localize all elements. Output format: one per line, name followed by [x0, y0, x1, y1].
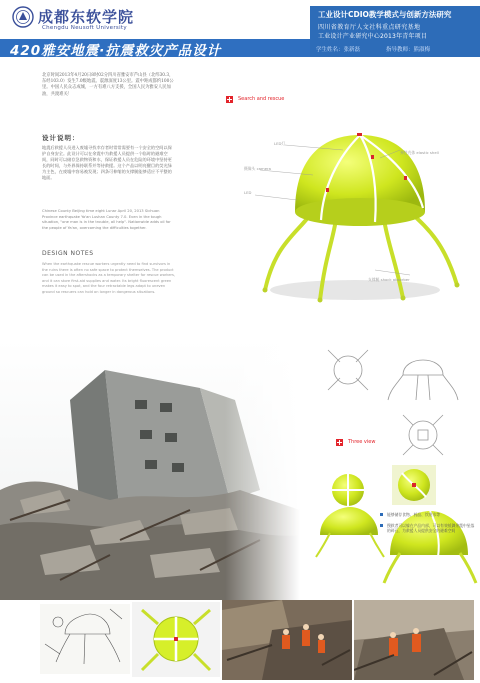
top-view — [328, 350, 368, 390]
project-info-box — [310, 6, 480, 57]
earthquake-ruins-photo — [0, 340, 300, 600]
bullet-icon — [380, 524, 383, 527]
feature-list — [380, 512, 476, 534]
logo-english-name: Chengdu Neusoft University — [42, 25, 127, 31]
teacher-name: 指导教师：熊淑梅 — [386, 47, 431, 53]
feature-text: 搜救者可以躲在产品内部，可以有效抵御余震中坠落的碎石，为救援人员提供安全的避难空间 — [387, 522, 475, 533]
concept-heading: 设计说明： — [42, 134, 80, 142]
project-base: 四川省教育厅人文社科重点研究基地 — [318, 24, 421, 31]
bullet-icon — [380, 513, 383, 516]
annotation-legs: 支撑腿 shock absorber — [368, 277, 410, 282]
product-top-boxed — [392, 465, 436, 505]
concept-paragraph-cn: 地震后救援人员进入废墟寻找幸存者时常常需要有一个安全的空间以保护自身安全。此设计可以在余震中为救援人员提供一个临时的避难空间，同时可以储存急救物资和水，保证救援人员在危险的环境中坚持更长的时间，与外界保持联系并等待救援。这个产品以明亮醒目的荧光绿为主色，在废墟中容易被发现；四条可伸缩的支撑腿能够适应不平整的地面。 — [42, 145, 172, 181]
project-center: 工业设计产业研究中心2013年青年项目 — [318, 33, 428, 40]
annotation-led: LED — [244, 190, 252, 195]
concept-sketch — [40, 604, 130, 674]
design-notes-paragraph: When the earthquake rescue workers urgently need to find survivors in the ruins there is often no safe space to protect themselves. The product can be used in the aftershocks as a temporary shelter for rescue workers, and it can store first-aid supplies and water. Its bright fluorescent green makes it easy to spot, and the four retractable legs adapt to uneven ground so rescuers can hold on longer in dangerous situations. — [42, 262, 176, 294]
annotation-camera: 摄像头 camera — [244, 166, 271, 171]
logo-chinese-name: 成都东软学院 — [38, 8, 135, 26]
product-main-render — [225, 100, 475, 325]
student-name: 学生姓名：张新磊 — [316, 47, 361, 53]
annotation-elastic-shell: 弹性壳体 elastic shell — [400, 150, 439, 155]
feature-text: 能够储存食物、药品、饮用水等 — [387, 512, 441, 517]
poster-title: 420雅安地震·抗震救灾产品设计 — [10, 43, 222, 59]
section-search-rescue-label: Search and rescue — [238, 96, 285, 102]
product-top-open — [332, 474, 364, 506]
annotation-led-lamp: LED灯 — [274, 141, 286, 146]
product-top-render-large — [132, 602, 220, 677]
feature-item — [380, 512, 476, 518]
design-notes-heading: DESIGN NOTES — [42, 250, 94, 257]
seal-icon — [12, 6, 34, 28]
feature-item — [380, 523, 476, 534]
front-view — [388, 360, 458, 400]
title-band — [0, 39, 310, 57]
product-angled-render — [316, 507, 384, 557]
university-logo — [10, 4, 135, 36]
project-name: 工业设计CDIO教学模式与创新方法研究 — [318, 10, 452, 19]
section-three-view-label: Three view — [348, 439, 376, 445]
intro-paragraph: 北京时间2013年4月20日8时02分四川省雅安市芦山县（北纬30.3，东经103.0）发生7.0级地震。震源深度13公里。震中距成都约100公里。中国人民众志成城，一方有难八方支援，全国人民为雅安人民加油，共渡难关！ — [42, 73, 174, 97]
rescue-photo-1 — [222, 600, 352, 680]
concept-paragraph-en: Chinese County Beijing time eight Lunar April 20, 2013 Sichuan Province earthquake Ya'an Lushan County 7.0. Even in the tough situation, "one man is in the trouble, all help". Nationwide adds oil for the people of Ya'an, overcoming the difficulties together. — [42, 209, 171, 230]
rescue-photo-2 — [354, 600, 474, 680]
poster-header — [0, 0, 480, 60]
